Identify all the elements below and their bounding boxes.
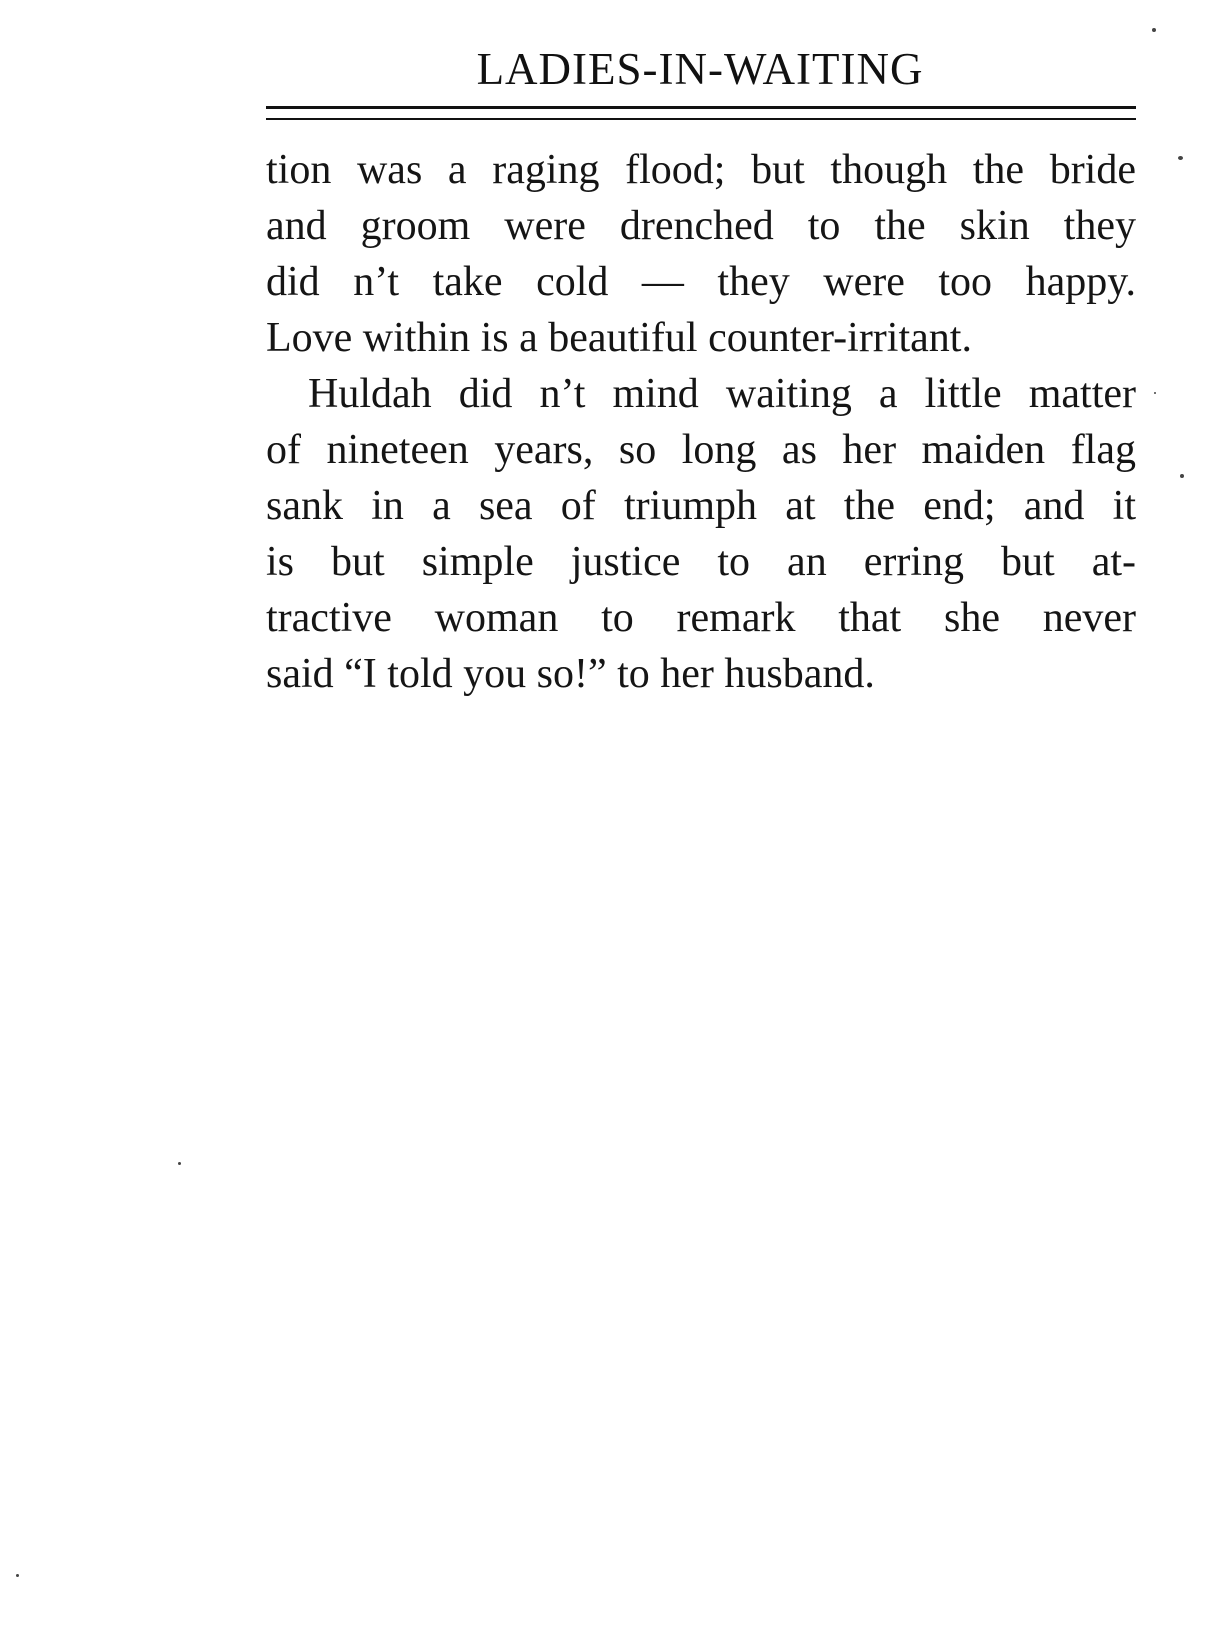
paragraph: [266, 142, 1136, 366]
scan-speck: [178, 1162, 181, 1165]
text-line: tractive woman to remark that she never: [266, 595, 1136, 641]
running-head: LADIES-IN-WAITING: [476, 44, 924, 94]
text-line: and groom were drenched to the skin they: [266, 203, 1136, 249]
text-line: is but simple justice to an erring but at-: [266, 539, 1136, 585]
text-line: Huldah did n’t mind waiting a little matter: [308, 371, 1136, 417]
text-line: sank in a sea of triumph at the end; and it: [266, 483, 1136, 529]
text-line: said “I told you so!” to her husband.: [266, 651, 875, 697]
paragraph: [266, 366, 1136, 702]
text-line: did n’t take cold — they were too happy.: [266, 259, 1136, 305]
scan-speck: [1180, 474, 1184, 478]
text-line: Love within is a beautiful counter-irritant.: [266, 315, 972, 361]
scan-speck: [16, 1574, 19, 1577]
header-rule-thick: [266, 106, 1136, 109]
header-rule-thin: [266, 118, 1136, 120]
scan-speck: [1152, 28, 1156, 32]
scan-speck: [1178, 156, 1183, 160]
body-text: [266, 142, 1136, 702]
text-line: tion was a raging flood; but though the bride: [266, 147, 1136, 193]
text-line: of nineteen years, so long as her maiden flag: [266, 427, 1136, 473]
scan-speck: [1154, 392, 1156, 394]
